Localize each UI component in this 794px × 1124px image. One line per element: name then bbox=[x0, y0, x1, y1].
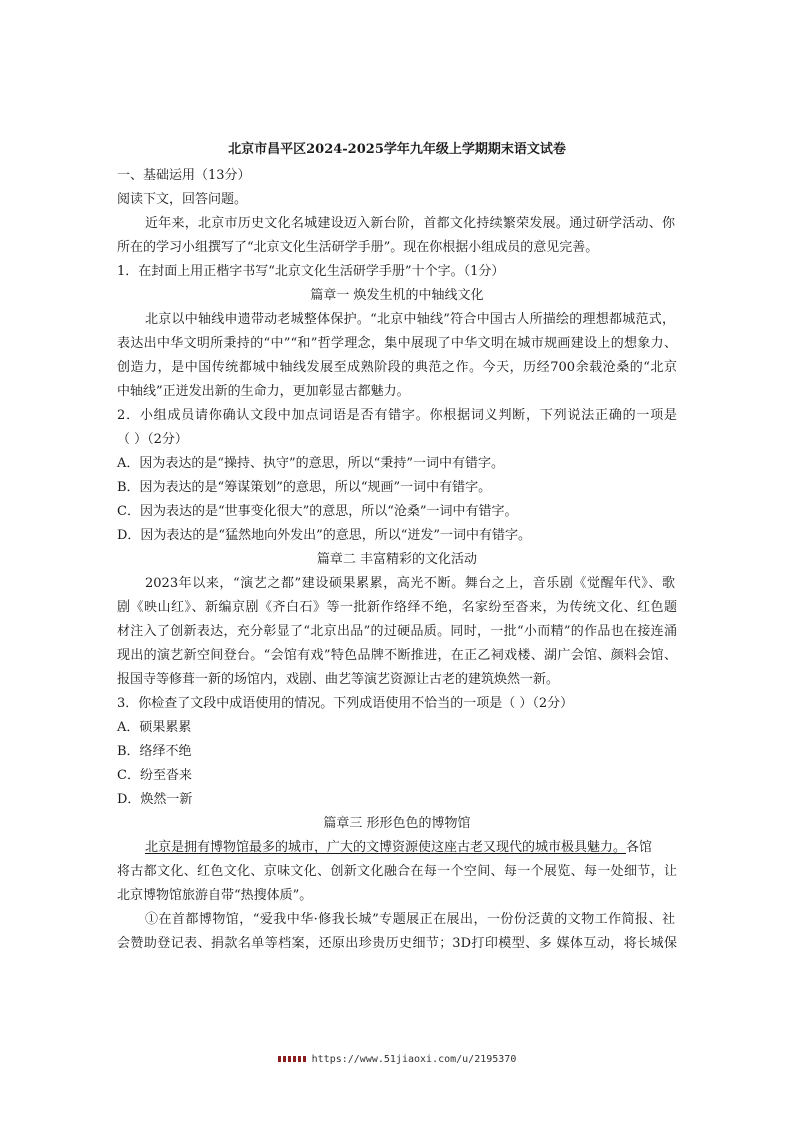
underlined-sentence: 北京是拥有博物馆最多的城市，广大的文博资源使这座古老又现代的城市极具魅力。 bbox=[145, 840, 627, 855]
page-footer bbox=[0, 1054, 794, 1065]
question-2: 2．小组成员请你确认文段中加点词语是否有错字。你根据词义判断，下列说法正确的一项是 bbox=[117, 408, 677, 423]
option-d: D．因为表达的是“猛然地向外发出”的意思，所以“迸发”一词中有错字。 bbox=[117, 528, 532, 543]
paragraph-line: 剧《映山红》、新编京剧《齐白石》等一批新作络绎不绝，名家纷至沓来，为传统文化、红色题 bbox=[117, 600, 677, 615]
chapter-heading: 篇章三 形形色色的博物馆 bbox=[323, 816, 471, 831]
site-logo-icon bbox=[278, 1056, 306, 1062]
paragraph-line: 表达出中华文明所秉持的“中”“和”哲学理念，集中展现了中华文明在城市规画建设上的想象力、 bbox=[117, 336, 677, 351]
paragraph-line: 将古都文化、红色文化、京味文化、创新文化融合在每一个空间、每一个展览、每一处细节，让 bbox=[117, 864, 677, 879]
question-1: 1．在封面上用正楷字书写“北京文化生活研学手册”十个字。（1分） bbox=[117, 264, 505, 279]
option-d: D．焕然一新 bbox=[117, 792, 193, 807]
section-heading: 一、基础运用（13分） bbox=[117, 168, 251, 183]
question-3: 3．你检查了文段中成语使用的情况。下列成语使用不恰当的一项是（ ）（2分） bbox=[117, 696, 574, 711]
question-2-blank: （ ）（2分） bbox=[117, 432, 188, 447]
page-title: 北京市昌平区2024-2025学年九年级上学期期末语文试卷 bbox=[228, 142, 566, 157]
paragraph-line bbox=[145, 840, 677, 856]
paragraph-line: 近年来，北京市历史文化名城建设迈入新台阶，首都文化持续繁荣发展。通过研学活动、你 bbox=[145, 216, 675, 231]
option-c: C．因为表达的是“世事变化很大”的意思，所以“沧桑”一词中有错字。 bbox=[117, 504, 518, 519]
option-b: B．因为表达的是“筹谋策划”的意思，所以“规画”一词中有错字。 bbox=[117, 480, 492, 495]
footer-url[interactable]: https://www.51jiaoxi.com/u/2195370 bbox=[311, 1054, 517, 1065]
option-b: B．络绎不绝 bbox=[117, 744, 192, 759]
chapter-heading: 篇章一 焕发生机的中轴线文化 bbox=[310, 288, 484, 303]
chapter-heading: 篇章二 丰富精彩的文化活动 bbox=[316, 552, 478, 567]
paragraph-line: 现出的演艺新空间登台。“会馆有戏”特色品牌不断推进，在正乙祠戏楼、湖广会馆、颜料会馆、 bbox=[117, 648, 677, 663]
paragraph-line: 材注入了创新表达，充分彰显了“北京出品”的过硬品质。同时，一批“小而精”的作品也在接连涌 bbox=[117, 624, 677, 639]
option-a: A．硕果累累 bbox=[117, 720, 192, 735]
paragraph-line: 2023年以来，“演艺之都”建设硕果累累，高光不断。舞台之上，音乐剧《觉醒年代》、歌 bbox=[145, 576, 675, 591]
paragraph-line: ①在首都博物馆，“爱我中华·修我长城”专题展正在展出，一份份泛黄的文物工作简报、社 bbox=[145, 912, 675, 927]
paragraph-line: 北京以中轴线申遗带动老城整体保护。“北京中轴线”符合中国古人所描绘的理想都城范式， bbox=[145, 312, 675, 327]
paragraph-line: 中轴线”正迸发出新的生命力，更加彰显古都魅力。 bbox=[117, 384, 410, 399]
paragraph-line: 报国寺等修葺一新的场馆内，戏剧、曲艺等演艺资源让古老的建筑焕然一新。 bbox=[117, 672, 560, 687]
option-a: A．因为表达的是“操持、执守”的意思，所以“秉持”一词中有错字。 bbox=[117, 456, 504, 471]
paragraph-line: 创造力，是中国传统都城中轴线发展至成熟阶段的典范之作。今天，历经700余载沧桑的“北京 bbox=[117, 360, 677, 375]
paragraph-line: 会赞助登记表、捐款名单等档案，还原出珍贵历史细节；3D打印模型、多 媒体互动，将长城保 bbox=[117, 936, 677, 951]
sentence-tail: 各馆 bbox=[626, 840, 653, 855]
instruction-line: 阅读下文，回答问题。 bbox=[117, 192, 248, 207]
paragraph-line: 所在的学习小组撰写了“北京文化生活研学手册”。现在你根据小组成员的意见完善。 bbox=[117, 240, 599, 255]
paragraph-line: 北京博物馆旅游自带“热搜体质”。 bbox=[117, 888, 313, 903]
option-c: C．纷至沓来 bbox=[117, 768, 192, 783]
